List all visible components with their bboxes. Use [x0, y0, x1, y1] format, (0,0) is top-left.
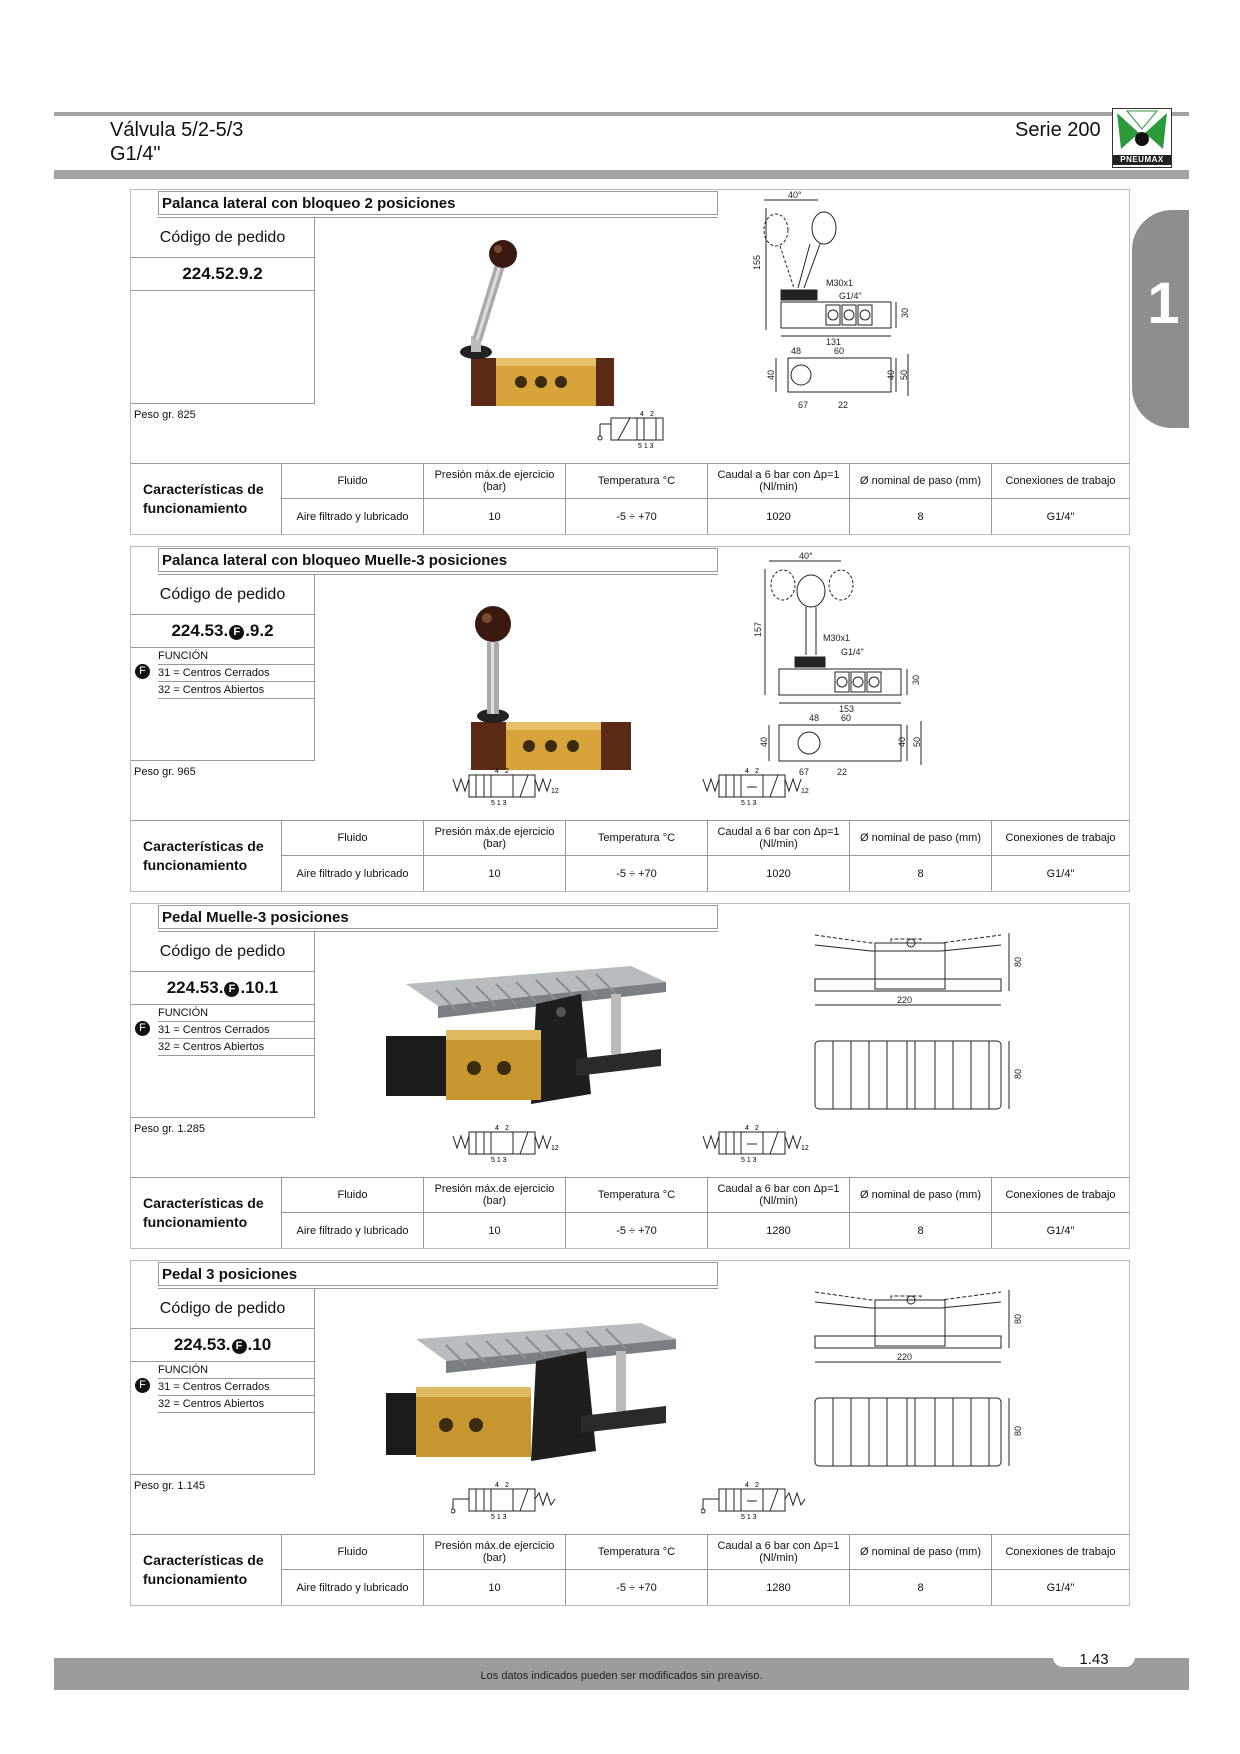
pedal-dimension-drawing: [811, 929, 1041, 1149]
function-badge: F: [135, 1021, 150, 1036]
footer-bar: [54, 1658, 1189, 1690]
spec-table: [131, 820, 1129, 891]
chapter-number: 1: [1147, 271, 1180, 336]
header-bottom-rule: [54, 170, 1189, 179]
function-31: 31 = Centros Cerrados: [158, 1022, 314, 1039]
section-title: Palanca lateral con bloqueo Muelle-3 posiciones: [158, 548, 718, 572]
spec-label: Características de funcionamiento: [143, 838, 264, 873]
svg-text:60: 60: [841, 713, 852, 723]
spec-head-conn: Conexiones de trabajo: [991, 464, 1129, 499]
spec-head-conn: Conexiones de trabajo: [991, 821, 1129, 856]
spec-pressure: 10: [423, 1213, 565, 1248]
page-number: 1.43: [1053, 1653, 1135, 1667]
function-31: 31 = Centros Cerrados: [158, 1379, 314, 1396]
pedal-valve-photo: [376, 964, 696, 1114]
spec-table: [131, 1177, 1129, 1248]
function-32: 32 = Centros Abiertos: [158, 1039, 314, 1056]
order-code: 224.53. F .10: [131, 1328, 314, 1362]
spec-head-temp: Temperatura °C: [565, 1535, 707, 1570]
spec-label: Características de funcionamiento: [143, 1552, 264, 1587]
svg-text:30: 30: [900, 307, 910, 318]
spec-fluid: Aire filtrado y lubricado: [281, 1213, 423, 1248]
function-badge: F: [232, 1339, 247, 1354]
spec-pressure: 10: [423, 1570, 565, 1605]
valve-lever-photo: [441, 240, 621, 410]
svg-text:M30x1: M30x1: [823, 633, 851, 643]
order-label: Código de pedido: [159, 1300, 286, 1317]
section-title: Pedal Muelle-3 posiciones: [158, 905, 718, 929]
order-code: 224.53. F .9.2: [131, 614, 314, 648]
order-code: 224.52.9.2: [131, 257, 314, 291]
valve-lever-3pos-photo: [441, 592, 641, 777]
order-label: Código de pedido: [159, 229, 286, 246]
weight: Peso gr. 965: [134, 766, 196, 778]
chapter-tab: [1132, 210, 1189, 428]
section-pedal-spring-3pos: [130, 903, 1130, 1249]
svg-text:5 1 3: 5 1 3: [741, 1514, 757, 1521]
spec-head-pressure: Presión máx.de ejercicio (bar): [423, 821, 565, 856]
brand-logo: [1112, 108, 1172, 168]
spec-head-diameter: Ø nominal de paso (mm): [849, 1535, 991, 1570]
spec-conn: G1/4": [991, 1570, 1129, 1605]
svg-text:67: 67: [799, 767, 810, 777]
order-code-box: [131, 217, 315, 404]
spec-head-temp: Temperatura °C: [565, 821, 707, 856]
section-lever-2pos: [130, 189, 1130, 535]
footer-note: Los datos indicados pueden ser modificados sin preaviso.: [480, 1670, 763, 1682]
function-list: [158, 648, 314, 699]
function-31: 31 = Centros Cerrados: [158, 665, 314, 682]
svg-text:50: 50: [912, 736, 922, 747]
spec-flow: 1280: [707, 1213, 849, 1248]
svg-text:2: 2: [755, 1125, 759, 1132]
pneumax-logo-icon: [1113, 109, 1171, 155]
lever-dimension-drawing: [746, 190, 946, 430]
function-badge: F: [229, 625, 244, 640]
spec-head-conn: Conexiones de trabajo: [991, 1535, 1129, 1570]
svg-text:22: 22: [838, 400, 849, 410]
svg-text:67: 67: [798, 400, 809, 410]
spec-head-flow: Caudal a 6 bar con Δp=1 (Nl/min): [707, 1535, 849, 1570]
svg-text:155: 155: [752, 254, 762, 270]
spec-head-fluid: Fluido: [281, 1178, 423, 1213]
svg-text:5 1 3: 5 1 3: [491, 1157, 507, 1164]
svg-text:80: 80: [1013, 1068, 1023, 1079]
order-label: Código de pedido: [159, 943, 286, 960]
svg-text:5 1 3: 5 1 3: [741, 1157, 757, 1164]
svg-text:22: 22: [837, 767, 848, 777]
section-title: Pedal 3 posiciones: [158, 1262, 718, 1286]
lever-3pos-dimension-drawing: [731, 547, 961, 792]
valve-schematic-symbol-32: [701, 1481, 811, 1521]
weight: Peso gr. 825: [134, 409, 196, 421]
pedal-dimension-drawing: [811, 1286, 1041, 1506]
spec-temp: -5 ÷ +70: [565, 499, 707, 534]
valve-schematic-symbol-31: [451, 767, 561, 807]
logo-text: PNEUMAX: [1113, 155, 1171, 165]
spec-flow: 1280: [707, 1570, 849, 1605]
section-lever-3pos: [130, 546, 1130, 892]
svg-text:2: 2: [755, 768, 759, 775]
spec-table: [131, 463, 1129, 534]
svg-text:4: 4: [495, 1482, 499, 1489]
svg-text:50: 50: [899, 369, 909, 380]
weight: Peso gr. 1.285: [134, 1123, 205, 1135]
spec-head-fluid: Fluido: [281, 821, 423, 856]
spec-diameter: 8: [849, 856, 991, 891]
spec-flow: 1020: [707, 856, 849, 891]
spec-head-temp: Temperatura °C: [565, 1178, 707, 1213]
svg-text:80: 80: [1013, 1313, 1023, 1324]
svg-text:40: 40: [759, 736, 769, 747]
svg-text:220: 220: [897, 1352, 913, 1362]
svg-text:220: 220: [897, 995, 913, 1005]
section-title: Palanca lateral con bloqueo 2 posiciones: [158, 191, 718, 215]
svg-text:2: 2: [505, 768, 509, 775]
spec-temp: -5 ÷ +70: [565, 1213, 707, 1248]
svg-text:60: 60: [834, 346, 845, 356]
spec-head-pressure: Presión máx.de ejercicio (bar): [423, 1535, 565, 1570]
function-badge: F: [224, 982, 239, 997]
svg-text:40: 40: [766, 369, 776, 380]
svg-text:80: 80: [1013, 1425, 1023, 1436]
svg-text:12: 12: [801, 788, 809, 795]
svg-text:4: 4: [495, 768, 499, 775]
spec-label: Características de funcionamiento: [143, 1195, 264, 1230]
spec-head-pressure: Presión máx.de ejercicio (bar): [423, 464, 565, 499]
spec-fluid: Aire filtrado y lubricado: [281, 1570, 423, 1605]
svg-text:30: 30: [911, 674, 921, 685]
spec-head-flow: Caudal a 6 bar con Δp=1 (Nl/min): [707, 464, 849, 499]
function-title: FUNCIÓN: [158, 1362, 314, 1379]
order-label: Código de pedido: [159, 586, 286, 603]
spec-head-diameter: Ø nominal de paso (mm): [849, 464, 991, 499]
function-title: FUNCIÓN: [158, 648, 314, 665]
spec-conn: G1/4": [991, 856, 1129, 891]
spec-fluid: Aire filtrado y lubricado: [281, 856, 423, 891]
svg-text:4: 4: [745, 768, 749, 775]
function-32: 32 = Centros Abiertos: [158, 682, 314, 699]
spec-label: Características de funcionamiento: [143, 481, 264, 516]
svg-text:5 1 3: 5 1 3: [491, 1514, 507, 1521]
spec-diameter: 8: [849, 1570, 991, 1605]
svg-text:5 1 3: 5 1 3: [741, 800, 757, 807]
spec-diameter: 8: [849, 499, 991, 534]
function-list: [158, 1362, 314, 1413]
pedal-valve-photo: [376, 1321, 696, 1471]
spec-table: [131, 1534, 1129, 1605]
svg-text:12: 12: [551, 1145, 559, 1152]
function-list: [158, 1005, 314, 1056]
svg-text:5 1 3: 5 1 3: [491, 800, 507, 807]
svg-text:157: 157: [753, 621, 763, 637]
function-32: 32 = Centros Abiertos: [158, 1396, 314, 1413]
svg-text:12: 12: [551, 788, 559, 795]
spec-conn: G1/4": [991, 499, 1129, 534]
function-badge: F: [135, 1378, 150, 1393]
svg-text:4: 4: [745, 1125, 749, 1132]
svg-text:2: 2: [650, 411, 654, 418]
valve-schematic-symbol-31: [451, 1481, 561, 1521]
order-code: 224.53. F .10.1: [131, 971, 314, 1005]
svg-text:12: 12: [801, 1145, 809, 1152]
spec-head-conn: Conexiones de trabajo: [991, 1178, 1129, 1213]
svg-text:4: 4: [745, 1482, 749, 1489]
svg-text:5 1 3: 5 1 3: [638, 443, 654, 450]
spec-conn: G1/4": [991, 1213, 1129, 1248]
svg-text:4: 4: [640, 411, 644, 418]
spec-pressure: 10: [423, 856, 565, 891]
valve-schematic-symbol: [596, 410, 676, 450]
spec-fluid: Aire filtrado y lubricado: [281, 499, 423, 534]
svg-text:G1/4": G1/4": [839, 291, 862, 301]
svg-text:2: 2: [505, 1482, 509, 1489]
svg-text:153: 153: [839, 704, 855, 714]
page-title: Válvula 5/2-5/3 G1/4": [110, 119, 244, 165]
function-badge: F: [135, 664, 150, 679]
spec-diameter: 8: [849, 1213, 991, 1248]
spec-head-temp: Temperatura °C: [565, 464, 707, 499]
series-label: Serie 200: [1015, 119, 1101, 141]
svg-text:G1/4": G1/4": [841, 647, 864, 657]
svg-text:40°: 40°: [799, 551, 813, 561]
spec-head-diameter: Ø nominal de paso (mm): [849, 821, 991, 856]
spec-pressure: 10: [423, 499, 565, 534]
svg-text:4: 4: [495, 1125, 499, 1132]
spec-head-pressure: Presión máx.de ejercicio (bar): [423, 1178, 565, 1213]
spec-temp: -5 ÷ +70: [565, 856, 707, 891]
spec-head-flow: Caudal a 6 bar con Δp=1 (Nl/min): [707, 821, 849, 856]
svg-text:48: 48: [809, 713, 820, 723]
section-pedal-3pos: [130, 1260, 1130, 1606]
svg-text:131: 131: [826, 337, 842, 347]
svg-text:M30x1: M30x1: [826, 278, 854, 288]
svg-text:40°: 40°: [788, 190, 802, 200]
valve-schematic-symbol-32: [701, 1124, 811, 1164]
spec-temp: -5 ÷ +70: [565, 1570, 707, 1605]
header-top-rule: [54, 112, 1189, 116]
svg-text:2: 2: [755, 1482, 759, 1489]
spec-head-fluid: Fluido: [281, 464, 423, 499]
weight: Peso gr. 1.145: [134, 1480, 205, 1492]
valve-schematic-symbol-31: [451, 1124, 561, 1164]
spec-head-fluid: Fluido: [281, 1535, 423, 1570]
svg-text:2: 2: [505, 1125, 509, 1132]
svg-text:40: 40: [886, 369, 896, 380]
svg-text:48: 48: [791, 346, 802, 356]
svg-text:80: 80: [1013, 956, 1023, 967]
spec-head-diameter: Ø nominal de paso (mm): [849, 1178, 991, 1213]
spec-head-flow: Caudal a 6 bar con Δp=1 (Nl/min): [707, 1178, 849, 1213]
valve-schematic-symbol-32: [701, 767, 811, 807]
function-title: FUNCIÓN: [158, 1005, 314, 1022]
svg-text:40: 40: [897, 736, 907, 747]
spec-flow: 1020: [707, 499, 849, 534]
